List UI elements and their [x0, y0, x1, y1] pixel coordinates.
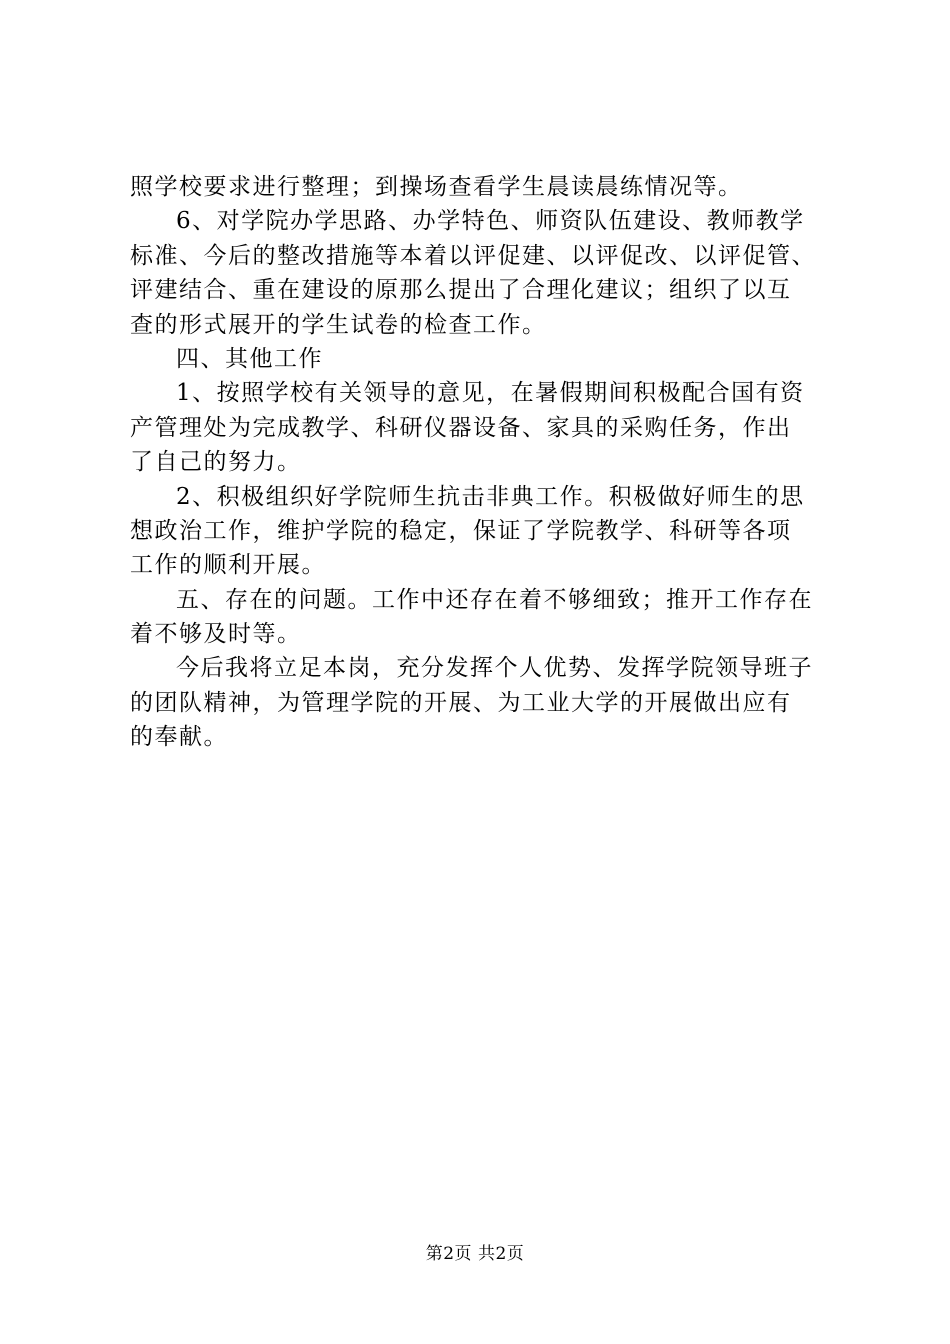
- text-line: 6、对学院办学思路、办学特色、师资队伍建设、教师教学: [176, 208, 805, 235]
- text-line: 的奉献。: [130, 724, 228, 751]
- text-line: 工作的顺利开展。: [130, 552, 326, 579]
- text-line: 评建结合、重在建设的原那么提出了合理化建议；组织了以互: [130, 277, 792, 304]
- text-line: 产管理处为完成教学、科研仪器设备、家具的采购任务，作出: [130, 414, 792, 441]
- text-line: 1、按照学校有关领导的意见，在暑假期间积极配合国有资: [176, 380, 805, 407]
- text-line: 标准、今后的整改措施等本着以评促建、以评促改、以评促管、: [130, 242, 816, 269]
- page-number-footer: 第2页 共2页: [425, 1244, 525, 1264]
- text-line: 了自己的努力。: [130, 449, 302, 476]
- text-line: 今后我将立足本岗，充分发挥个人优势、发挥学院领导班子: [176, 655, 813, 682]
- text-line: 着不够及时等。: [130, 621, 302, 648]
- text-line: 的团队精神，为管理学院的开展、为工业大学的开展做出应有: [130, 689, 792, 716]
- document-body: [130, 170, 835, 755]
- text-line: 照学校要求进行整理；到操场查看学生晨读晨练情况等。: [130, 174, 743, 200]
- text-line: 查的形式展开的学生试卷的检查工作。: [130, 311, 547, 338]
- text-line: 想政治工作，维护学院的稳定，保证了学院教学、科研等各项: [130, 517, 792, 544]
- section-heading: 四、其他工作: [176, 345, 323, 372]
- text-line: 2、积极组织好学院师生抗击非典工作。积极做好师生的思: [176, 483, 805, 510]
- text-line: 五、存在的问题。工作中还存在着不够细致；推开工作存在: [176, 586, 813, 613]
